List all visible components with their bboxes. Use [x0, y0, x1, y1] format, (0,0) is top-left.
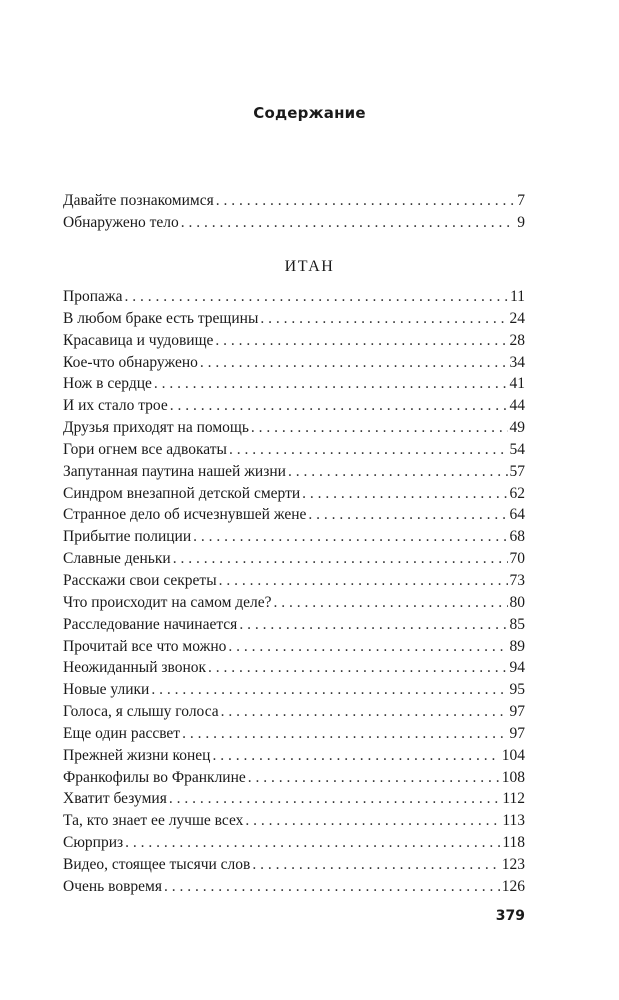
- dot-leader: [228, 636, 507, 658]
- toc-entry: [63, 614, 525, 636]
- dot-leader: [288, 461, 508, 483]
- toc-entry-title: Запутанная паутина нашей жизни: [63, 462, 286, 480]
- toc-entry: [63, 810, 525, 832]
- dot-leader: [208, 657, 507, 679]
- toc-entry-page: 126: [501, 877, 525, 895]
- toc-entry-page: 28: [509, 331, 525, 349]
- toc-entry-page: 80: [509, 593, 525, 611]
- toc-entry: [63, 548, 525, 570]
- dot-leader: [169, 788, 500, 810]
- toc-entry-title: Расследование начинается: [63, 615, 238, 633]
- toc-entry-page: 49: [509, 419, 525, 437]
- dot-leader: [200, 352, 508, 374]
- toc-entry-title: В любом браке есть трещины: [63, 309, 259, 327]
- toc-entry-title: Прибытие полиции: [63, 528, 192, 546]
- dot-leader: [252, 854, 499, 876]
- toc-entry: [63, 701, 525, 723]
- toc-entry: [63, 190, 525, 212]
- toc-entry: [63, 745, 525, 767]
- toc-entry-page: 70: [509, 550, 525, 568]
- toc-entry: [63, 483, 525, 505]
- toc-entry-title: Сюрприз: [63, 834, 124, 852]
- toc-entry: [63, 461, 525, 483]
- toc-entry-title: Обнаружено тело: [63, 213, 179, 231]
- toc-entry-title: Голоса, я слышу голоса: [63, 703, 219, 721]
- toc-entry-title: Видео, стоящее тысячи слов: [63, 855, 251, 873]
- toc-entry-page: 118: [502, 834, 525, 852]
- toc-entry: [63, 308, 525, 330]
- dot-leader: [151, 679, 507, 701]
- toc-entry-title: Очень вовремя: [63, 877, 162, 895]
- toc-entry-title: Расскажи свои секреты: [63, 571, 217, 589]
- chapter-toc-list: [63, 286, 525, 898]
- toc-entry-page: 112: [502, 790, 525, 808]
- toc-entry: [63, 352, 525, 374]
- toc-entry-title: Прежней жизни конец: [63, 746, 211, 764]
- toc-entry-page: 54: [509, 440, 525, 458]
- dot-leader: [245, 810, 500, 832]
- dot-leader: [125, 832, 500, 854]
- dot-leader: [251, 417, 508, 439]
- toc-entry: [63, 570, 525, 592]
- intro-toc-list: [63, 190, 525, 234]
- toc-entry-page: 95: [509, 681, 525, 699]
- toc-entry-title: И их стало трое: [63, 397, 168, 415]
- toc-entry-title: Славные деньки: [63, 550, 171, 568]
- toc-entry-page: 113: [502, 812, 525, 830]
- dot-leader: [181, 212, 515, 234]
- toc-entry-page: 97: [509, 703, 525, 721]
- toc-entry: [63, 526, 525, 548]
- toc-entry: [63, 592, 525, 614]
- toc-entry-page: 41: [509, 375, 525, 393]
- dot-leader: [154, 373, 508, 395]
- dot-leader: [260, 308, 507, 330]
- toc-entry-page: 85: [509, 615, 525, 633]
- dot-leader: [173, 548, 508, 570]
- toc-entry: [63, 723, 525, 745]
- toc-entry-title: Новые улики: [63, 681, 150, 699]
- toc-entry-page: 123: [501, 855, 525, 873]
- dot-leader: [221, 701, 508, 723]
- dot-leader: [212, 745, 499, 767]
- toc-entry-page: 94: [509, 659, 525, 677]
- dot-leader: [274, 592, 508, 614]
- toc-entry-page: 89: [509, 637, 525, 655]
- dot-leader: [216, 190, 516, 212]
- toc-entry-title: Давайте познакомимся: [63, 192, 214, 209]
- toc-entry-page: 11: [510, 288, 525, 305]
- toc-entry-title: Друзья приходят на помощь: [63, 419, 249, 437]
- toc-entry-page: 62: [509, 484, 525, 502]
- dot-leader: [215, 330, 507, 352]
- toc-entry-title: Странное дело об исчезнувшей жене: [63, 506, 307, 524]
- toc-entry: [63, 439, 525, 461]
- toc-entry-title: Та, кто знает ее лучше всех: [63, 812, 244, 830]
- toc-entry-page: 108: [501, 768, 525, 786]
- toc-entry: [63, 876, 525, 898]
- toc-entry-page: 44: [509, 397, 525, 415]
- toc-entry-page: 104: [501, 746, 525, 764]
- dot-leader: [164, 876, 500, 898]
- dot-leader: [193, 526, 507, 548]
- dot-leader: [302, 483, 507, 505]
- toc-entry-title: Кое-что обнаружено: [63, 353, 198, 371]
- toc-entry-title: Красавица и чудовище: [63, 331, 214, 349]
- toc-entry-page: 9: [517, 213, 525, 231]
- toc-entry-title: Хватит безумия: [63, 790, 167, 808]
- toc-entry: [63, 212, 525, 234]
- toc-entry-title: Еще один рассвет: [63, 724, 181, 742]
- toc-entry: [63, 832, 525, 854]
- page-title: Содержание: [253, 104, 366, 122]
- toc-entry-title: Пропажа: [63, 288, 123, 305]
- toc-entry-page: 24: [509, 309, 525, 327]
- toc-entry-page: 68: [509, 528, 525, 546]
- dot-leader: [124, 286, 508, 308]
- toc-entry: [63, 788, 525, 810]
- toc-entry: [63, 286, 525, 308]
- section-heading: ИТАН: [284, 258, 335, 275]
- toc-entry-page: 7: [517, 192, 525, 209]
- toc-entry-title: Нож в сердце: [63, 375, 152, 393]
- dot-leader: [229, 439, 508, 461]
- page-number: 379: [495, 908, 525, 924]
- toc-entry-title: Что происходит на самом деле?: [63, 593, 272, 611]
- toc-entry: [63, 395, 525, 417]
- dot-leader: [182, 723, 507, 745]
- toc-entry-page: 73: [509, 571, 525, 589]
- toc-entry-title: Синдром внезапной детской смерти: [63, 484, 301, 502]
- toc-entry-title: Франкофилы во Франклине: [63, 768, 246, 786]
- toc-entry: [63, 657, 525, 679]
- dot-leader: [239, 614, 507, 636]
- toc-entry: [63, 854, 525, 876]
- toc-entry: [63, 330, 525, 352]
- toc-entry: [63, 636, 525, 658]
- dot-leader: [170, 395, 508, 417]
- toc-entry: [63, 373, 525, 395]
- toc-entry-title: Неожиданный звонок: [63, 659, 207, 677]
- toc-entry-page: 97: [509, 724, 525, 742]
- toc-entry-page: 64: [509, 506, 525, 524]
- dot-leader: [219, 570, 508, 592]
- toc-entry: [63, 417, 525, 439]
- toc-entry-title: Гори огнем все адвокаты: [63, 440, 227, 458]
- toc-entry: [63, 767, 525, 789]
- toc-entry: [63, 504, 525, 526]
- dot-leader: [248, 767, 500, 789]
- toc-entry-page: 57: [509, 462, 525, 480]
- dot-leader: [308, 504, 507, 526]
- toc-entry-title: Прочитай все что можно: [63, 637, 227, 655]
- toc-entry-page: 34: [509, 353, 525, 371]
- toc-entry: [63, 679, 525, 701]
